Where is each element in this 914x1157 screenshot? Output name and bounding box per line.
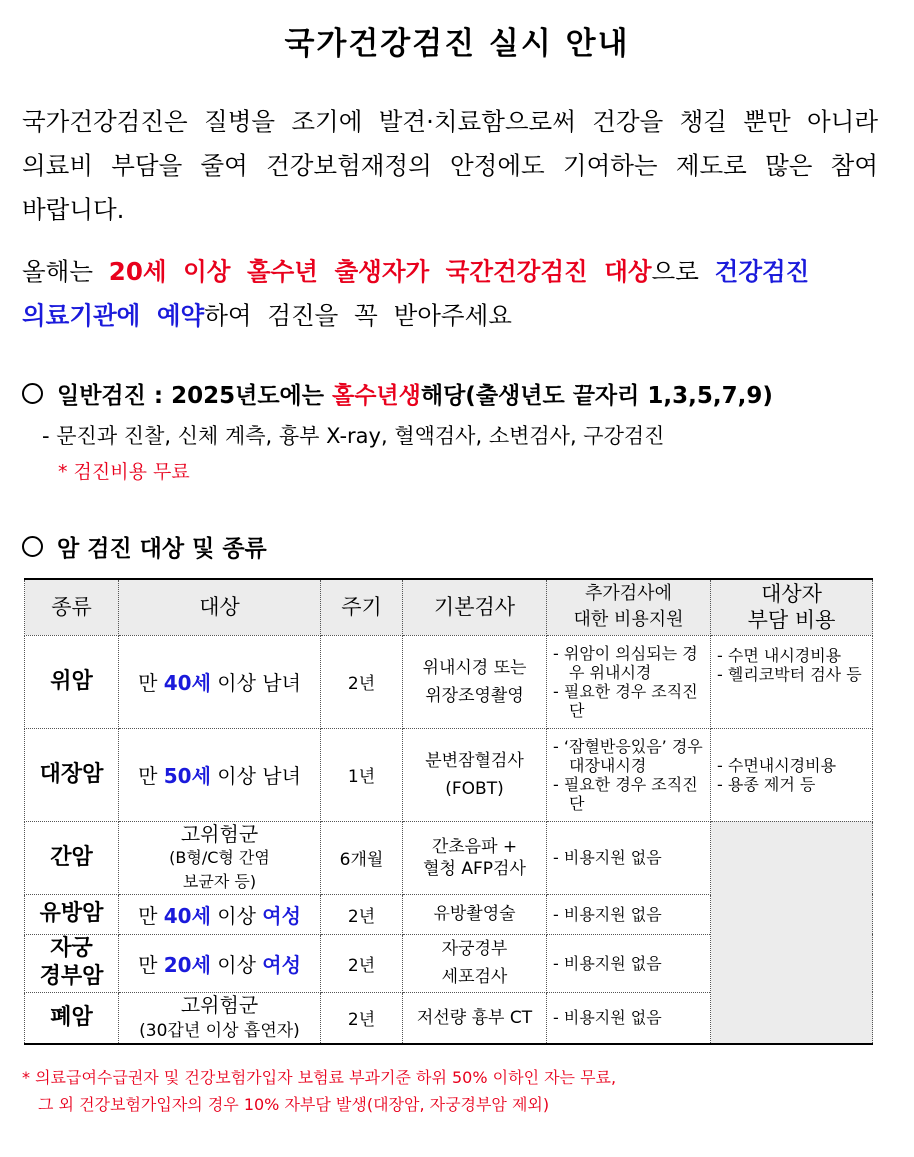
- cancer-checkup-heading: [22, 530, 267, 563]
- cell-type: 대장암: [25, 728, 119, 821]
- footnote-line-1: * 의료급여수급권자 및 건강보험가입자 보험료 부과기준 하위 50% 이하인 자는 무료,: [22, 1068, 617, 1087]
- cell-type: 폐암: [25, 992, 119, 1044]
- cell-cycle: 2년: [321, 934, 403, 992]
- notice-highlight-red: 20세 이상 홀수년 출생자가 국간건강검진 대상: [108, 257, 652, 286]
- circle-bullet-icon: [22, 383, 43, 404]
- general-checkup-note: * 검진비용 무료: [58, 461, 190, 483]
- cell-basic: 유방촬영술: [403, 894, 547, 934]
- table-row: [25, 821, 873, 894]
- cell-type: 유방암: [25, 894, 119, 934]
- cell-extra: - 위암이 의심되는 경우 위내시경 - 필요한 경우 조직진단: [547, 635, 711, 728]
- cell-target: 만 20세 이상 여성: [119, 934, 321, 992]
- cell-target: 만 40세 이상 남녀: [119, 635, 321, 728]
- cell-cycle: 2년: [321, 894, 403, 934]
- cell-basic: 분변잠혈검사 (FOBT): [403, 728, 547, 821]
- circle-bullet-icon: [22, 536, 43, 557]
- cell-basic: 자궁경부 세포검사: [403, 934, 547, 992]
- cell-extra: - 비용지원 없음: [547, 992, 711, 1044]
- header-burden: 대상자 부담 비용: [711, 579, 873, 635]
- table-row: [25, 728, 873, 821]
- cell-burden-empty: [711, 821, 873, 1044]
- header-cycle: 주기: [321, 579, 403, 635]
- footnote-line-2: 그 외 건강보험가입자의 경우 10% 자부담 발생(대장암, 자궁경부암 제외): [38, 1095, 550, 1114]
- cell-basic: 간초음파 + 혈청 AFP검사: [403, 821, 547, 894]
- footnote: [22, 1064, 616, 1118]
- cell-type: 간암: [25, 821, 119, 894]
- general-heading-suffix: 해당(출생년도 끝자리 1,3,5,7,9): [420, 383, 773, 409]
- header-type: 종류: [25, 579, 119, 635]
- header-target: 대상: [119, 579, 321, 635]
- cell-target: 고위험군 (30갑년 이상 흡연자): [119, 992, 321, 1044]
- notice-highlight-blue: 건강검진: [714, 257, 810, 286]
- general-heading-text: 일반검진 : 2025년도에는: [57, 383, 324, 409]
- page-title: 국가건강검진 실시 안내: [284, 26, 630, 62]
- cell-basic: 위내시경 또는 위장조영촬영: [403, 635, 547, 728]
- notice-highlight-blue: 의료기관에 예약: [22, 301, 205, 330]
- table-header-row: [25, 579, 873, 635]
- general-heading-red: 홀수년생: [332, 383, 421, 409]
- cancer-heading-text: 암 검진 대상 및 종류: [57, 536, 267, 562]
- cell-burden: - 수면내시경비용 - 용종 제거 등: [711, 728, 873, 821]
- header-basic: 기본검사: [403, 579, 547, 635]
- general-checkup-heading: [22, 377, 773, 410]
- general-checkup-items: - 문진과 진찰, 신체 계측, 흉부 X-ray, 혈액검사, 소변검사, 구강검진: [42, 424, 665, 448]
- notice-text: 으로: [651, 257, 715, 286]
- cell-extra: - 비용지원 없음: [547, 934, 711, 992]
- cell-extra: - 비용지원 없음: [547, 894, 711, 934]
- cell-target: 고위험군 (B형/C형 간염 보균자 등): [119, 821, 321, 894]
- table-row: [25, 635, 873, 728]
- cell-target: 만 50세 이상 남녀: [119, 728, 321, 821]
- cell-extra: - ‘잠혈반응있음’ 경우 대장내시경 - 필요한 경우 조직진단: [547, 728, 711, 821]
- header-extra: 추가검사에 대한 비용지원: [547, 579, 711, 635]
- intro-paragraph: 국가건강검진은 질병을 조기에 발견·치료함으로써 건강을 챙길 뿐만 아니라 의료비 부담을 줄여 건강보험재정의 안정에도 기여하는 제도로 많은 참여 바랍니다.: [22, 107, 878, 224]
- cell-type: 위암: [25, 635, 119, 728]
- cell-basic: 저선량 흉부 CT: [403, 992, 547, 1044]
- cell-extra: - 비용지원 없음: [547, 821, 711, 894]
- cancer-checkup-table: [24, 578, 873, 1045]
- notice-text: 올해는: [22, 257, 109, 286]
- notice-paragraph: [22, 250, 878, 338]
- notice-text: 하여 검진을 꼭 받아주세요: [204, 301, 512, 330]
- cell-cycle: 6개월: [321, 821, 403, 894]
- cell-type: 자궁 경부암: [25, 934, 119, 992]
- cell-target: 만 40세 이상 여성: [119, 894, 321, 934]
- cell-cycle: 1년: [321, 728, 403, 821]
- cell-cycle: 2년: [321, 992, 403, 1044]
- cell-burden: - 수면 내시경비용 - 헬리코박터 검사 등: [711, 635, 873, 728]
- cell-cycle: 2년: [321, 635, 403, 728]
